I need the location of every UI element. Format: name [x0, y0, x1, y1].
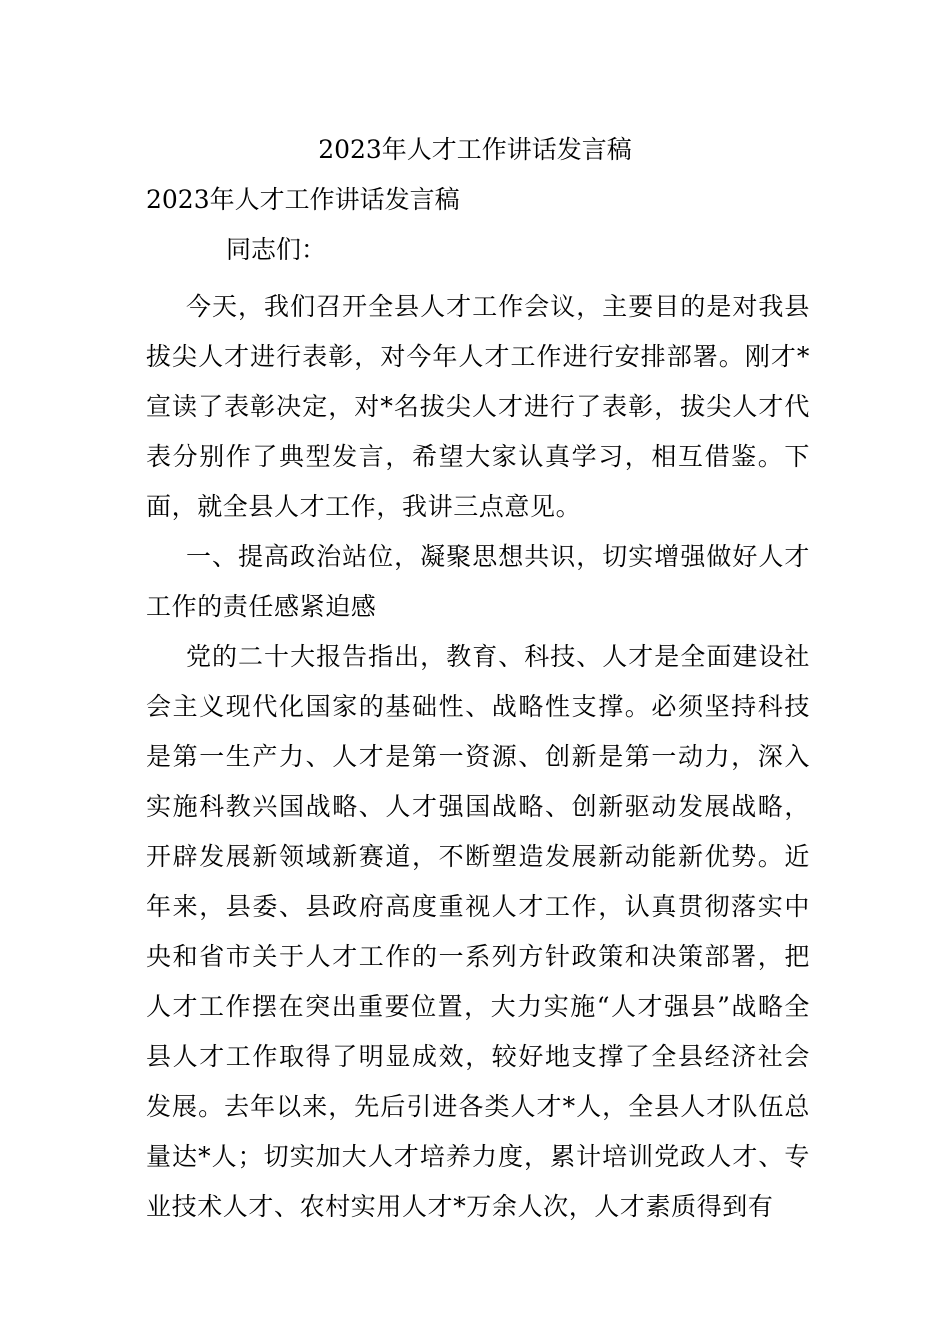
greeting: 同志们： [226, 235, 327, 264]
section-heading-1: 一、提高政治站位，凝聚思想共识，切实增强做好人才工作的责任感紧迫感 [146, 542, 810, 621]
paragraph-opening: 今天，我们召开全县人才工作会议，主要目的是对我县拔尖人才进行表彰，对今年人才工作进行安排部署。刚才*宣读了表彰决定，对*名拔尖人才进行了表彰，拔尖人才代表分别作了典型发言，希望大家认真学习，相互借鉴。下面，就全县人才工作，我讲三点意见。 [146, 292, 810, 521]
document-body [146, 282, 810, 1232]
document-subtitle: 2023年人才工作讲话发言稿 [146, 185, 460, 214]
document-title: 2023年人才工作讲话发言稿 [318, 135, 632, 164]
paragraph-section-1: 党的二十大报告指出，教育、科技、人才是全面建设社会主义现代化国家的基础性、战略性支撑。必须坚持科技是第一生产力、人才是第一资源、创新是第一动力，深入实施科教兴国战略、人才强国战略、创新驱动发展战略，开辟发展新领域新赛道，不断塑造发展新动能新优势。近年来，县委、县政府高度重视人才工作，认真贯彻落实中央和省市关于人才工作的一系列方针政策和决策部署，把人才工作摆在突出重要位置，大力实施“人才强县”战略全县人才工作取得了明显成效，较好地支撑了全县经济社会发展。去年以来，先后引进各类人才*人，全县人才队伍总量达*人；切实加大人才培养力度，累计培训党政人才、专业技术人才、农村实用人才*万余人次，人才素质得到有 [146, 642, 810, 1221]
